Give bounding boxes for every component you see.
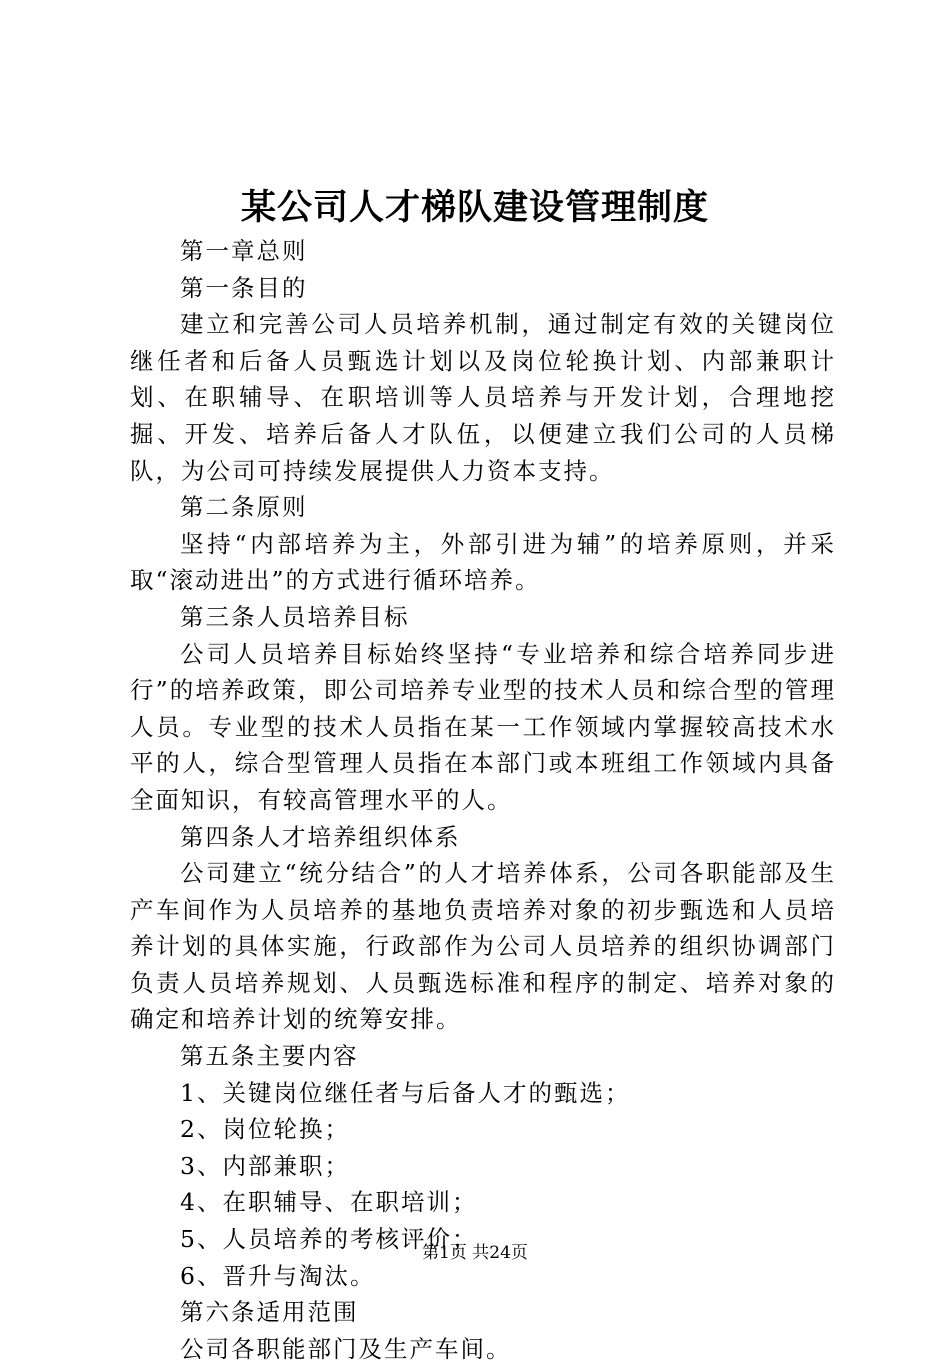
article-heading: 第二条原则 [180,493,308,522]
document-body [130,233,836,1367]
chapter-heading: 第一章总则 [180,237,308,265]
article-paragraph: 公司人员培养目标始终坚持“专业培养和综合培养同步进行”的培养政策，即公司培养专业型的技术人员和综合型的管理人员。专业型的技术人员指在某一工作领域内掌握较高技术水平的人，综合型管理人员指在本部门或本班组工作领域内具备全面知识，有较高管理水平的人。 [130,639,836,814]
page-number-footer: 第1页 共24页 [422,1243,528,1263]
article-heading: 第三条人员培养目标 [180,602,410,631]
document-title: 某公司人才梯队建设管理制度 [240,187,709,228]
article-heading: 第一条目的 [180,273,308,302]
list-item: 2、岗位轮换； [180,1115,350,1144]
article-heading: 第五条主要内容 [180,1042,359,1071]
list-item: 4、在职辅导、在职培训； [180,1188,478,1217]
article-paragraph: 公司各职能部门及生产车间。 [180,1334,512,1363]
list-item: 6、晋升与淘汰。 [180,1261,376,1290]
article-paragraph: 坚持“内部培养为主，外部引进为辅”的培养原则，并采取“滚动进出”的方式进行循环培养。 [130,529,836,595]
article-heading: 第六条适用范围 [180,1298,359,1327]
list-item: 5、人员培养的考核评价； [180,1225,478,1254]
article-paragraph: 建立和完善公司人员培养机制，通过制定有效的关键岗位继任者和后备人员甄选计划以及岗位轮换计划、内部兼职计划、在职辅导、在职培训等人员培养与开发计划，合理地挖掘、开发、培养后备人才队伍，以便建立我们公司的人员梯队，为公司可持续发展提供人力资本支持。 [130,310,836,485]
list-item: 3、内部兼职； [180,1151,350,1180]
list-item: 1、关键岗位继任者与后备人才的甄选； [180,1078,631,1107]
article-paragraph: 公司建立“统分结合”的人才培养体系，公司各职能部及生产车间作为人员培养的基地负责培养对象的初步甄选和人员培养计划的具体实施，行政部作为公司人员培养的组织协调部门负责人员培养规划、人员甄选标准和程序的制定、培养对象的确定和培养计划的统筹安排。 [130,859,836,1034]
article-heading: 第四条人才培养组织体系 [180,822,461,851]
